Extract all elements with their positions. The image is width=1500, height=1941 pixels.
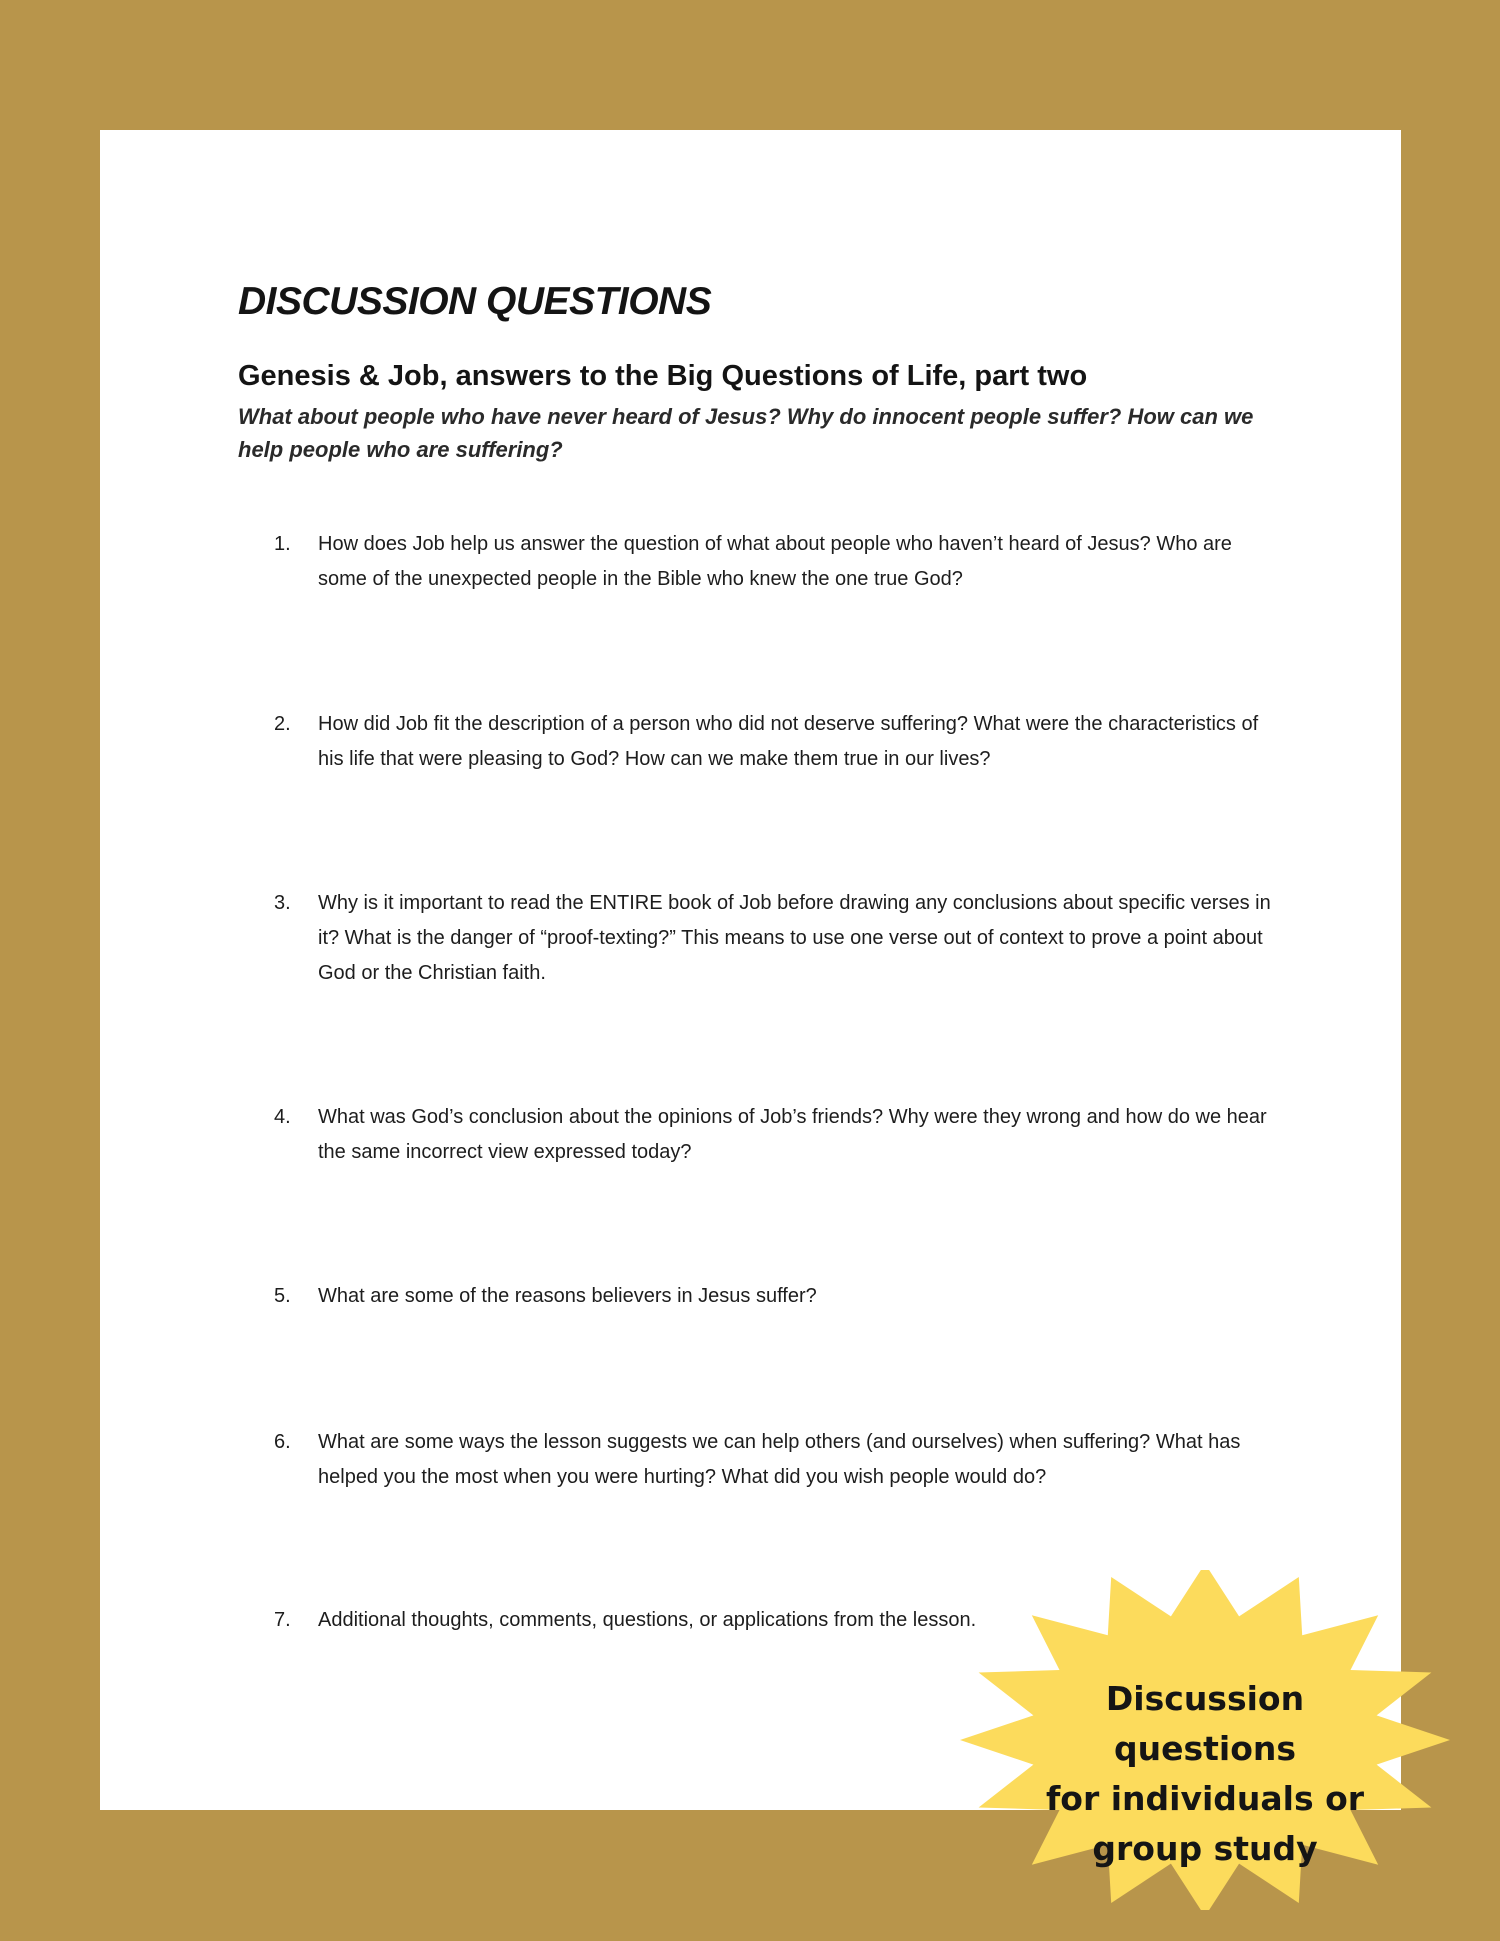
question-text: What are some ways the lesson suggests we can help others (and ourselves) when suffering? What has helped you the most when you were hurting? What did you wish people would do? [318,1431,1241,1488]
badge-line: group study [1092,1829,1318,1868]
question-6 [274,1425,1274,1495]
badge-line: for individuals or [1045,1779,1365,1818]
question-text: What are some of the reasons believers in Jesus suffer? [318,1285,817,1307]
badge-text [1015,1674,1395,1874]
question-number: 2. [274,713,291,735]
question-1 [274,527,1274,597]
question-number: 1. [274,533,291,555]
question-5 [274,1279,1274,1314]
question-text: What was God’s conclusion about the opinions of Job’s friends? Why were they wrong and how do we hear the same incorrect view expressed today? [318,1106,1267,1163]
question-number: 5. [274,1285,291,1307]
document-subtitle: Genesis & Job, answers to the Big Questions of Life, part two [238,360,1088,392]
page-title: DISCUSSION QUESTIONS [238,280,712,323]
question-4 [274,1100,1274,1170]
question-number: 3. [274,892,291,914]
intro-questions: What about people who have never heard of Jesus? Why do innocent people suffer? How can we help people who are suffering? [238,404,1254,462]
question-number: 6. [274,1431,291,1453]
question-text: Why is it important to read the ENTIRE book of Job before drawing any conclusions about specific verses in it? What is the danger of “proof-texting?” This means to use one verse out of context to prove a point about God or the Christian faith. [318,892,1271,984]
question-3 [274,886,1274,991]
question-number: 4. [274,1106,291,1128]
question-2 [274,707,1274,777]
badge-line: Discussion questions [1105,1679,1305,1768]
starburst-badge [955,1570,1455,1910]
question-text: How does Job help us answer the question of what about people who haven’t heard of Jesus? Who are some of the unexpected people in the Bible who knew the one true God? [318,533,1232,590]
question-number: 7. [274,1609,291,1631]
question-text: How did Job fit the description of a person who did not deserve suffering? What were the characteristics of his life that were pleasing to God? How can we make them true in our lives? [318,713,1259,770]
question-text: Additional thoughts, comments, questions, or applications from the lesson. [318,1609,977,1631]
